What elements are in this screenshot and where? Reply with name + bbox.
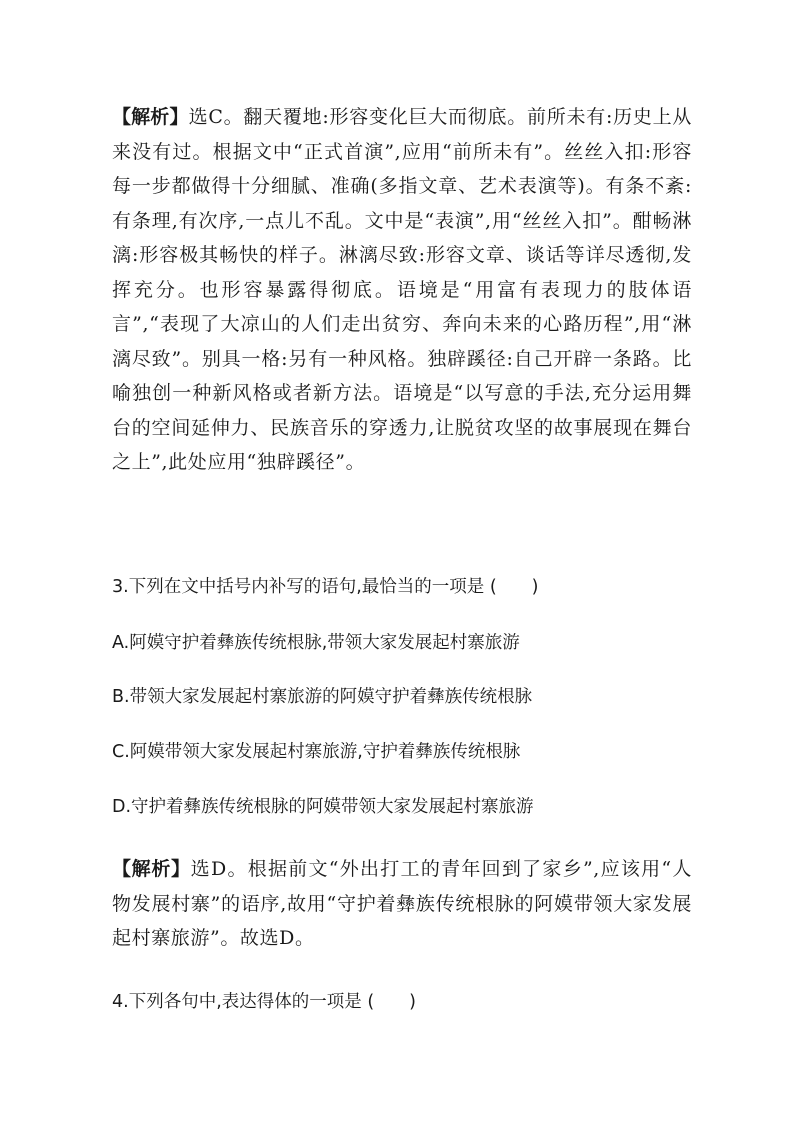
analysis-text: 选C。翻天覆地:形容变化巨大而彻底。前所未有:历史上从来没有过。根据文中“正式首演”,应用“前所未有”。丝丝入扣:形容每一步都做得十分细腻、准确(多指文章、艺术表演等)。有条不紊:有条理,有次序,一点儿不乱。文中是“表演”,用“丝丝入扣”。酣畅淋漓:形容极其畅快的样子。淋漓尽致:形容文章、谈话等详尽透彻,发挥充分。也形容暴露得彻底。语境是“用富有表现力的肢体语言”,“表现了大凉山的人们走出贫穷、奔向未来的心路历程”,用“淋漓尽致”。别具一格:另有一种风格。独辟蹊径:自己开辟一条路。比喻独创一种新风格或者新方法。语境是“以写意的手法,充分运用舞台的空间延伸力、民族音乐的穿透力,让脱贫攻坚的故事展现在舞台之上”,此处应用“独辟蹊径”。 xyxy=(112,106,692,473)
question-3-option-a: A.阿嫫守护着彝族传统根脉,带领大家发展起村寨旅游 xyxy=(112,633,520,653)
question-3-option-c: C.阿嫫带领大家发展起村寨旅游,守护着彝族传统根脉 xyxy=(112,742,521,762)
analysis-text: 选D。根据前文“外出打工的青年回到了家乡”,应该用“人物发展村寨”的语序,故用“守护着彝族传统根脉的阿嫫带领大家发展起村寨旅游”。故选D。 xyxy=(112,858,692,949)
question-3-option-d: D.守护着彝族传统根脉的阿嫫带领大家发展起村寨旅游 xyxy=(112,797,534,817)
question-4-stem: 4.下列各句中,表达得体的一项是 ( ) xyxy=(112,992,416,1012)
question-3-option-b: B.带领大家发展起村寨旅游的阿嫫守护着彝族传统根脉 xyxy=(112,687,533,707)
analysis-paragraph-q3 xyxy=(112,852,692,956)
question-3-stem: 3.下列在文中括号内补写的语句,最恰当的一项是 ( ) xyxy=(112,577,539,597)
analysis-tag: 【解析】 xyxy=(112,106,189,128)
analysis-paragraph-q2 xyxy=(112,100,692,480)
analysis-tag: 【解析】 xyxy=(112,858,191,880)
